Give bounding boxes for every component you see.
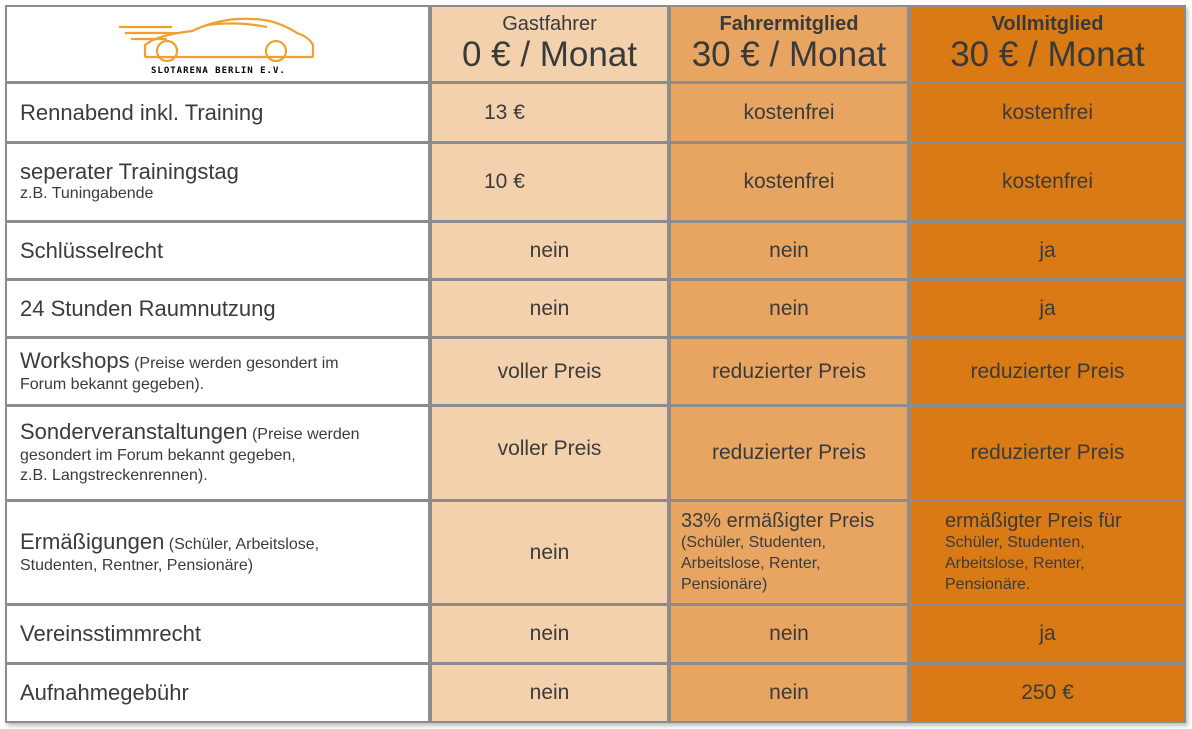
value-cell: [911, 502, 1184, 603]
feature-note: (Schüler, Arbeitslose,: [164, 535, 320, 553]
value-text: nein: [769, 681, 809, 704]
value-cell: [432, 281, 667, 336]
value-text: reduzierter Preis: [970, 441, 1125, 464]
value-cell: [911, 407, 1184, 499]
feature-label: Schlüsselrecht: [20, 237, 164, 263]
full-discount-title: ermäßigter Preis für: [945, 510, 1122, 533]
value-cell: [671, 407, 907, 499]
feature-cell: [7, 144, 428, 220]
value-cell: [432, 144, 667, 220]
feature-label: seperater Trainingstag: [20, 158, 239, 184]
value-cell: [911, 281, 1184, 336]
feature-note: z.B. Tuningabende: [20, 185, 154, 203]
value-text: nein: [529, 238, 570, 262]
value-text: ja: [1039, 622, 1056, 645]
full-discount-line: Arbeitslose, Renter,: [945, 555, 1085, 573]
member-discount-title: 33% ermäßigter Preis: [681, 510, 875, 533]
value-text: voller Preis: [497, 437, 602, 460]
value-text: nein: [529, 540, 570, 564]
feature-cell: [7, 223, 428, 278]
full-discount-line: Pensionäre.: [945, 575, 1031, 593]
feature-label: Sonderveranstaltungen: [20, 418, 248, 444]
logo-cell: [7, 7, 428, 81]
feature-note: gesondert im Forum bekannt gegeben,: [20, 446, 296, 464]
value-text: nein: [769, 622, 809, 645]
feature-label: Aufnahmegebühr: [20, 680, 189, 706]
feature-note: Studenten, Rentner, Pensionäre): [20, 556, 254, 574]
value-cell: [432, 339, 667, 404]
value-text: nein: [769, 296, 809, 320]
value-cell: [671, 665, 907, 721]
value-cell: [671, 84, 907, 141]
value-cell: [911, 84, 1184, 141]
value-cell: [432, 606, 667, 662]
plan-header-guest: [432, 7, 667, 81]
plan-name: Vollmitglied: [991, 12, 1104, 35]
value-text: voller Preis: [497, 359, 602, 383]
feature-note: (Preise werden: [247, 425, 360, 443]
feature-cell: [7, 84, 428, 141]
value-cell: [671, 606, 907, 662]
value-text: reduzierter Preis: [711, 441, 867, 464]
value-text: 10 €: [484, 170, 525, 193]
value-cell: [432, 223, 667, 278]
value-text: nein: [769, 238, 809, 262]
value-text: ja: [1039, 296, 1056, 320]
pricing-table: [5, 5, 1186, 723]
feature-label: Workshops: [20, 347, 130, 373]
value-cell: [671, 281, 907, 336]
value-text: kostenfrei: [743, 170, 835, 193]
feature-cell: [7, 502, 428, 603]
feature-label: Rennabend inkl. Training: [20, 99, 264, 125]
feature-note: (Preise werden gesondert im: [129, 354, 339, 372]
value-cell: [671, 223, 907, 278]
value-cell: [911, 606, 1184, 662]
value-text: kostenfrei: [1001, 100, 1094, 124]
value-text: ja: [1039, 238, 1056, 262]
plan-price: 0 € / Monat: [461, 34, 638, 74]
value-cell: [911, 223, 1184, 278]
value-cell: [432, 665, 667, 721]
feature-cell: [7, 665, 428, 721]
value-cell: [671, 144, 907, 220]
value-cell: [432, 502, 667, 603]
value-text: 250 €: [1021, 681, 1074, 704]
feature-note: Forum bekannt gegeben).: [20, 375, 205, 393]
feature-label: Vereinsstimmrecht: [20, 621, 201, 647]
feature-cell: [7, 339, 428, 404]
feature-label: 24 Stunden Raumnutzung: [20, 295, 276, 321]
feature-cell: [7, 407, 428, 499]
plan-name: Fahrermitglied: [719, 12, 859, 35]
value-cell: [911, 665, 1184, 721]
full-discount-line: Schüler, Studenten,: [945, 534, 1085, 552]
value-cell: [671, 502, 907, 603]
member-discount-line: Arbeitslose, Renter,: [681, 555, 821, 573]
value-text: nein: [529, 622, 570, 645]
member-discount-line: Pensionäre): [681, 575, 768, 593]
value-cell: [911, 144, 1184, 220]
plan-name: Gastfahrer: [502, 12, 597, 35]
value-text: 13 €: [484, 100, 525, 124]
plan-price: 30 € / Monat: [950, 34, 1145, 74]
plan-header-member: [671, 7, 907, 81]
feature-cell: [7, 606, 428, 662]
value-cell: [432, 407, 667, 499]
value-cell: [671, 339, 907, 404]
value-text: kostenfrei: [743, 100, 835, 124]
plan-header-full: [911, 7, 1184, 81]
feature-note: z.B. Langstreckenrennen).: [20, 467, 208, 485]
value-cell: [911, 339, 1184, 404]
value-text: reduzierter Preis: [711, 359, 867, 383]
feature-cell: [7, 281, 428, 336]
logo-text: SLOTARENA BERLIN E.V.: [151, 66, 286, 76]
value-cell: [432, 84, 667, 141]
value-text: nein: [529, 296, 570, 320]
value-text: kostenfrei: [1001, 170, 1094, 193]
feature-label: Ermäßigungen: [20, 528, 165, 554]
car-logo-icon: [7, 7, 428, 81]
member-discount-line: (Schüler, Studenten,: [681, 534, 826, 552]
plan-price: 30 € / Monat: [691, 34, 887, 74]
value-text: nein: [529, 681, 570, 704]
value-text: reduzierter Preis: [970, 359, 1125, 383]
